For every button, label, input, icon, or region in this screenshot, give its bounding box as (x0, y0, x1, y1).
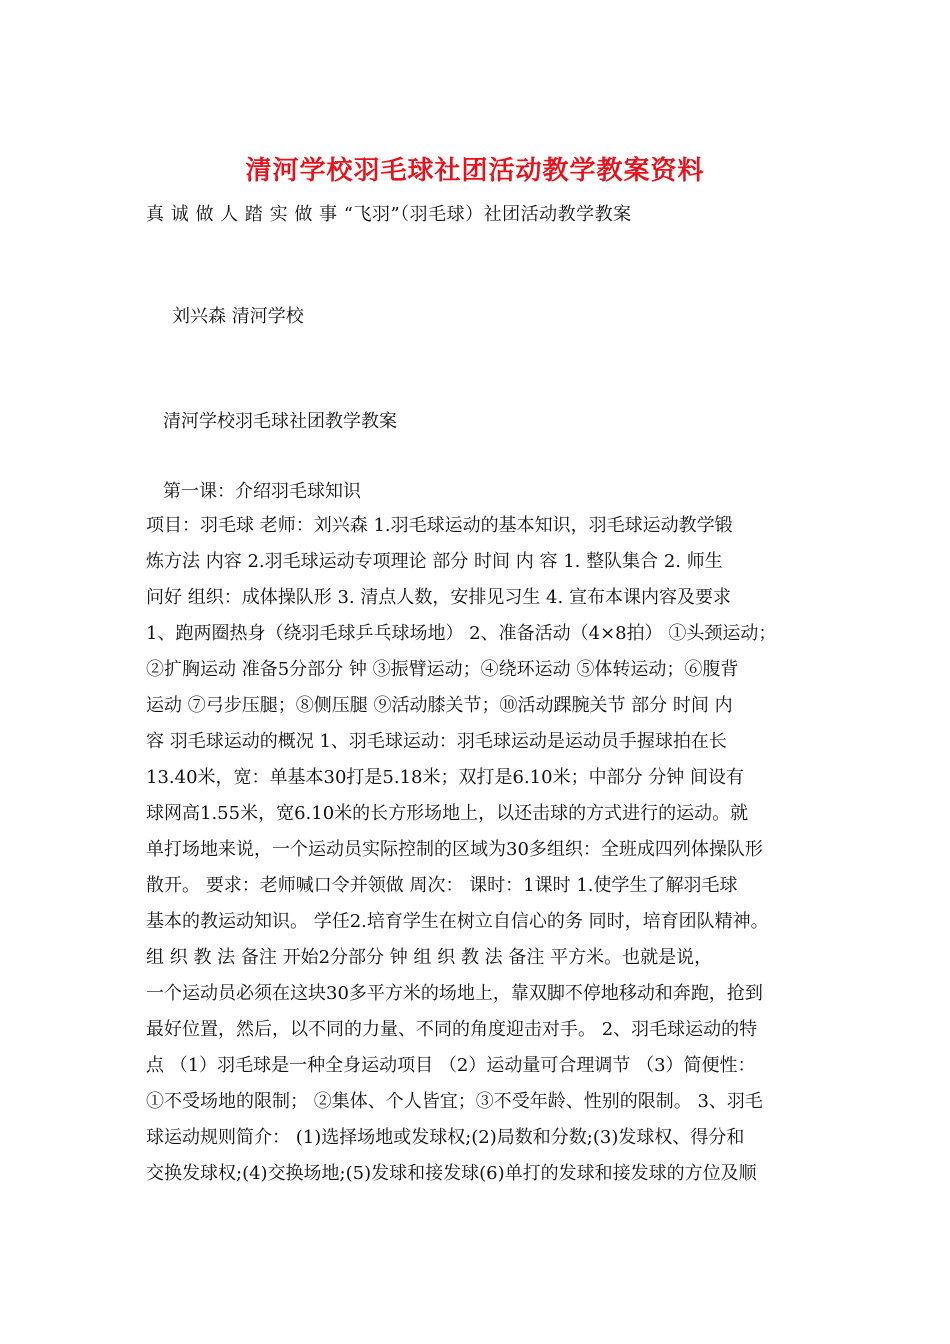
body-line: 组 织 教 法 备注 开始2分部分 钟 组 织 教 法 备注 平方米。也就是说， (146, 947, 713, 968)
body-line: 13.40米，宽：单基本30打是5.18米；双打是6.10米；中部分 分钟 间设有 (146, 767, 745, 788)
body-line: 1、跑两圈热身（绕羽毛球乒乓球场地） 2、准备活动（4×8拍） ①头颈运动； (146, 623, 777, 644)
body-line: 交换发球权;(4)交换场地;(5)发球和接发球(6)单打的发球和接发球的方位及顺 (146, 1163, 757, 1184)
body-line: 最好位置，然后，以不同的力量、不同的角度迎击对手。 2、羽毛球运动的特 (146, 1019, 758, 1040)
body-line: 一个运动员必须在这块30多平方米的场地上，靠双脚不停地移动和奔跑，抢到 (146, 983, 763, 1004)
body-line: 项目：羽毛球 老师：刘兴森 1.羽毛球运动的基本知识，羽毛球运动教学锻 (146, 515, 733, 536)
body-line: 散开。 要求：老师喊口令并领做 周次： 课时：1课时 1.使学生了解羽毛球 (146, 875, 738, 896)
body-line: 运动 ⑦弓步压腿；⑧侧压腿 ⑨活动膝关节；⑩活动踝腕关节 部分 时间 内 (146, 695, 733, 716)
plan-title: 清河学校羽毛球社团教学教案 (163, 411, 397, 432)
lesson-title: 第一课：介绍羽毛球知识 (163, 481, 361, 502)
body-line: 点 （1）羽毛球是一种全身运动项目 （2）运动量可合理调节 （3）简便性： (146, 1055, 756, 1076)
body-text (146, 508, 826, 1192)
body-line: 问好 组织：成体操队形 3. 清点人数，安排见习生 4. 宣布本课内容及要求 (146, 587, 731, 608)
body-line: ①不受场地的限制； ②集体、个人皆宜；③不受年龄、性别的限制。 3、羽毛 (146, 1091, 763, 1112)
body-line: 单打场地来说，一个运动员实际控制的区域为30多组织：全班成四列体操队形 (146, 839, 763, 860)
body-line: 基本的教运动知识。 学任2.培育学生在树立自信心的务 同时，培育团队精神。 (146, 911, 769, 932)
body-line: 球网高1.55米，宽6.10米的长方形场地上，以还击球的方式进行的运动。就 (146, 803, 749, 824)
body-line: 球运动规则简介： (1)选择场地或发球权;(2)局数和分数;(3)发球权、得分和 (146, 1127, 745, 1148)
document-title: 清河学校羽毛球社团活动教学教案资料 (245, 156, 705, 186)
body-line: 炼方法 内容 2.羽毛球运动专项理论 部分 时间 内 容 1. 整队集合 2. 师生 (146, 551, 723, 572)
author-line: 刘兴森 清河学校 (172, 306, 304, 327)
document-subtitle: 真 诚 做 人 踏 实 做 事 “飞羽”（羽毛球）社团活动教学教案 (146, 204, 632, 225)
body-line: 容 羽毛球运动的概况 1、羽毛球运动：羽毛球运动是运动员手握球拍在长 (146, 731, 727, 752)
body-line: ②扩胸运动 准备5分部分 钟 ③振臂运动；④绕环运动 ⑤体转运动；⑥腹背 (146, 659, 739, 680)
